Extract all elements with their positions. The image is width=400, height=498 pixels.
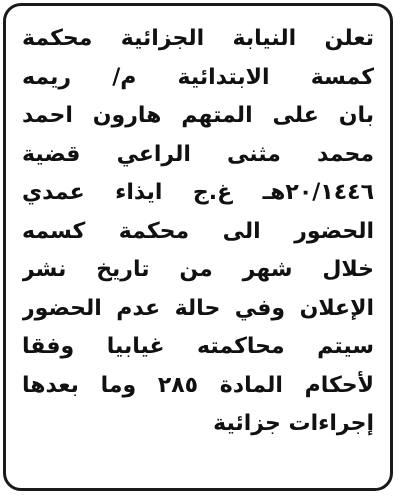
notice-line-2: كمسة الابتدائية م/ ريمه	[22, 64, 374, 90]
notice-line-4: محمد مثنى الراعي قضية	[22, 141, 374, 167]
notice-line-11: إجراءات جزائية	[213, 411, 374, 436]
notice-line-5: ٢٠/١٤٤٦هـ غ.ج ايذاء عمدي	[22, 180, 374, 205]
notice-line-9: سيتم محاكمته غيابيا وفقا	[22, 334, 374, 359]
notice-line-6: الحضور الى محكمة كسمه	[22, 218, 374, 244]
notice-line-10: لأحكام المادة ٢٨٥ وما بعدها	[22, 372, 374, 398]
notice-line-7: خلال شهر من تاريخ نشر	[22, 257, 374, 282]
notice-frame	[3, 3, 393, 491]
notice-line-3: بان على المتهم هارون احمد	[22, 103, 374, 128]
notice-line-1: تعلن النيابة الجزائية محكمة	[22, 26, 374, 51]
notice-line-8: الإعلان وفي حالة عدم الحضور	[22, 295, 374, 321]
notice-text	[22, 20, 374, 444]
